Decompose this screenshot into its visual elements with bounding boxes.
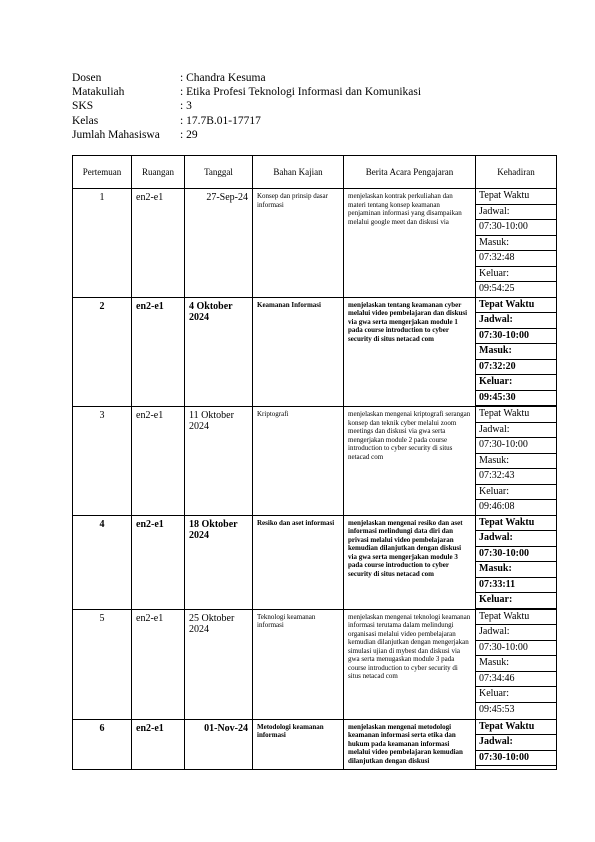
tanggal-cell: 4 Oktober 2024 xyxy=(185,297,253,407)
table-row xyxy=(73,189,557,298)
course-info xyxy=(72,71,421,142)
col-pertemuan: Pertemuan xyxy=(73,156,132,189)
kehadiran-line: Masuk: xyxy=(476,562,556,578)
ruangan-cell: en2-e1 xyxy=(132,189,185,298)
kehadiran-line: Jadwal: xyxy=(476,735,556,751)
berita-acara-cell: menjelaskan mengenai kriptografi serangan konsep dan teknik cyber melalui zoom meetings dan diskusi via gwa serta mengerjakan module 2 pada course introduction to cyber security di situs netacad com xyxy=(344,407,476,516)
tanggal-cell: 18 Oktober 2024 xyxy=(185,515,253,609)
pertemuan-cell: 3 xyxy=(73,407,132,516)
kehadiran-cell xyxy=(476,297,557,407)
col-ruangan: Ruangan xyxy=(132,156,185,189)
bahan-kajian-cell: Kriptografi xyxy=(253,407,344,516)
tanggal-cell: 25 Oktober 2024 xyxy=(185,609,253,719)
kehadiran-line: Tepat Waktu xyxy=(476,610,556,626)
kehadiran-line: 07:30-10:00 xyxy=(476,547,556,563)
kehadiran-cell xyxy=(476,515,557,609)
kehadiran-line: Tepat Waktu xyxy=(476,720,556,736)
matkul-value: : Etika Profesi Teknologi Informasi dan Komunikasi xyxy=(180,86,422,99)
bahan-kajian-cell: Metodologi keamanan informasi xyxy=(253,719,344,769)
bahan-kajian-cell: Teknologi keamanan informasi xyxy=(253,609,344,719)
kehadiran-line: Tepat Waktu xyxy=(476,298,556,314)
col-berita-acara: Berita Acara Pengajaran xyxy=(344,156,476,189)
attendance-table xyxy=(72,155,557,770)
kehadiran-line: 07:34:46 xyxy=(476,672,556,688)
kehadiran-line: Tepat Waktu xyxy=(476,407,556,423)
kehadiran-line: 09:45:53 xyxy=(479,703,515,715)
berita-acara-cell: menjelaskan mengenai teknologi keamanan informasi terutama dalam melindungi organisasi melalui video pembelajaran kemudian dilanjutkan dengan mengerjakan simulasi ujian di mybest dan diskusi via gwa serta menugaskan module 3 pada course introduction to cyber security di situs netacad com xyxy=(344,609,476,719)
col-kehadiran: Kehadiran xyxy=(476,156,557,189)
kehadiran-line: Keluar: xyxy=(476,485,556,501)
table-row xyxy=(73,407,557,516)
tanggal-cell: 01-Nov-24 xyxy=(185,719,253,769)
pertemuan-cell: 1 xyxy=(73,189,132,298)
kehadiran-line: Jadwal: xyxy=(476,531,556,547)
pertemuan-cell: 5 xyxy=(73,609,132,719)
kehadiran-line: Masuk: xyxy=(476,236,556,252)
kehadiran-cell xyxy=(476,407,557,516)
kehadiran-line: 07:30-10:00 xyxy=(476,438,556,454)
pertemuan-cell: 6 xyxy=(73,719,132,769)
ruangan-cell: en2-e1 xyxy=(132,297,185,407)
pertemuan-cell: 4 xyxy=(73,515,132,609)
kehadiran-line: 09:46:08 xyxy=(479,501,515,512)
dosen-label: Dosen xyxy=(72,72,102,84)
matkul-label: Matakuliah xyxy=(72,86,125,99)
berita-acara-cell: menjelaskan mengenai resiko dan aset informasi melindungi data diri dan privasi melalui video pembelajaran kemudian dilanjutkan dengan diskusi via gwa serta mengerjakan module 3 pada course introduction to cyber security di situs netacad com xyxy=(344,515,476,609)
table-row xyxy=(73,515,557,609)
sks-value: : 3 xyxy=(180,100,192,113)
kehadiran-line: Keluar: xyxy=(476,375,556,391)
tanggal-cell: 27-Sep-24 xyxy=(185,189,253,298)
kehadiran-line: 09:45:30 xyxy=(476,391,556,407)
table-header-row xyxy=(73,156,557,189)
ruangan-cell: en2-e1 xyxy=(132,407,185,516)
table-row xyxy=(73,609,557,719)
pertemuan-cell: 2 xyxy=(73,297,132,407)
kehadiran-line: Masuk: xyxy=(476,454,556,470)
kehadiran-line: Jadwal: xyxy=(476,423,556,439)
jumlah-label: Jumlah Mahasiswa xyxy=(72,128,160,141)
kehadiran-line: 07:32:48 xyxy=(476,251,556,267)
kehadiran-line: 07:33:11 xyxy=(476,578,556,594)
kehadiran-line: Masuk: xyxy=(476,344,556,360)
col-bahan-kajian: Bahan Kajian xyxy=(253,156,344,189)
table-row xyxy=(73,297,557,407)
kelas-label: Kelas xyxy=(72,114,99,127)
jumlah-value: : 29 xyxy=(180,128,198,141)
tanggal-cell: 11 Oktober 2024 xyxy=(185,407,253,516)
kehadiran-line: 07:30-10:00 xyxy=(476,751,556,767)
berita-acara-cell: menjelaskan mengenai metodologi keamanan informasi serta etika dan hukum pada keamanan informasi melalui video pembelajaran kemudian dilanjutkan dengan diskusi xyxy=(344,719,476,769)
sks-label: SKS xyxy=(72,100,94,113)
kehadiran-line: Tepat Waktu xyxy=(476,189,556,205)
kehadiran-cell xyxy=(476,719,557,769)
kehadiran-line: 09:54:25 xyxy=(479,283,515,294)
ruangan-cell: en2-e1 xyxy=(132,609,185,719)
dosen-value: : Chandra Kesuma xyxy=(180,72,266,84)
kehadiran-line: Keluar: xyxy=(476,687,556,703)
berita-acara-cell: menjelaskan kontrak perkuliahan dan materi tentang konsep keamanan penjaminan informasi yang disampaikan melalui google meet dan diskusi via xyxy=(344,189,476,298)
kehadiran-line: Keluar: xyxy=(476,593,556,609)
kehadiran-line: 07:32:43 xyxy=(476,469,556,485)
kehadiran-line: 07:32:20 xyxy=(476,360,556,376)
kehadiran-line: 07:30-10:00 xyxy=(476,641,556,657)
bahan-kajian-cell: Keamanan Informasi xyxy=(253,297,344,407)
kehadiran-line: 07:30-10:00 xyxy=(476,329,556,345)
table-row xyxy=(73,719,557,769)
col-tanggal: Tanggal xyxy=(185,156,253,189)
kehadiran-line: Jadwal: xyxy=(476,205,556,221)
kehadiran-line: 07:30-10:00 xyxy=(476,220,556,236)
kehadiran-line: Jadwal: xyxy=(476,313,556,329)
bahan-kajian-cell: Konsep dan prinsip dasar informasi xyxy=(253,189,344,298)
kehadiran-cell xyxy=(476,189,557,298)
ruangan-cell: en2-e1 xyxy=(132,515,185,609)
kehadiran-line: Jadwal: xyxy=(476,625,556,641)
kehadiran-line: Tepat Waktu xyxy=(476,516,556,532)
bahan-kajian-cell: Resiko dan aset informasi xyxy=(253,515,344,609)
berita-acara-cell: menjelaskan tentang keamanan cyber melalui video pembelajaran dan diskusi via gwa serta mengerjakan module 1 pada course introduction to cyber security di situs netacad com xyxy=(344,297,476,407)
kehadiran-line: Masuk: xyxy=(476,656,556,672)
kehadiran-line: Keluar: xyxy=(476,267,556,283)
kehadiran-cell xyxy=(476,609,557,719)
kelas-value: : 17.7B.01-17717 xyxy=(180,114,261,127)
ruangan-cell: en2-e1 xyxy=(132,719,185,769)
